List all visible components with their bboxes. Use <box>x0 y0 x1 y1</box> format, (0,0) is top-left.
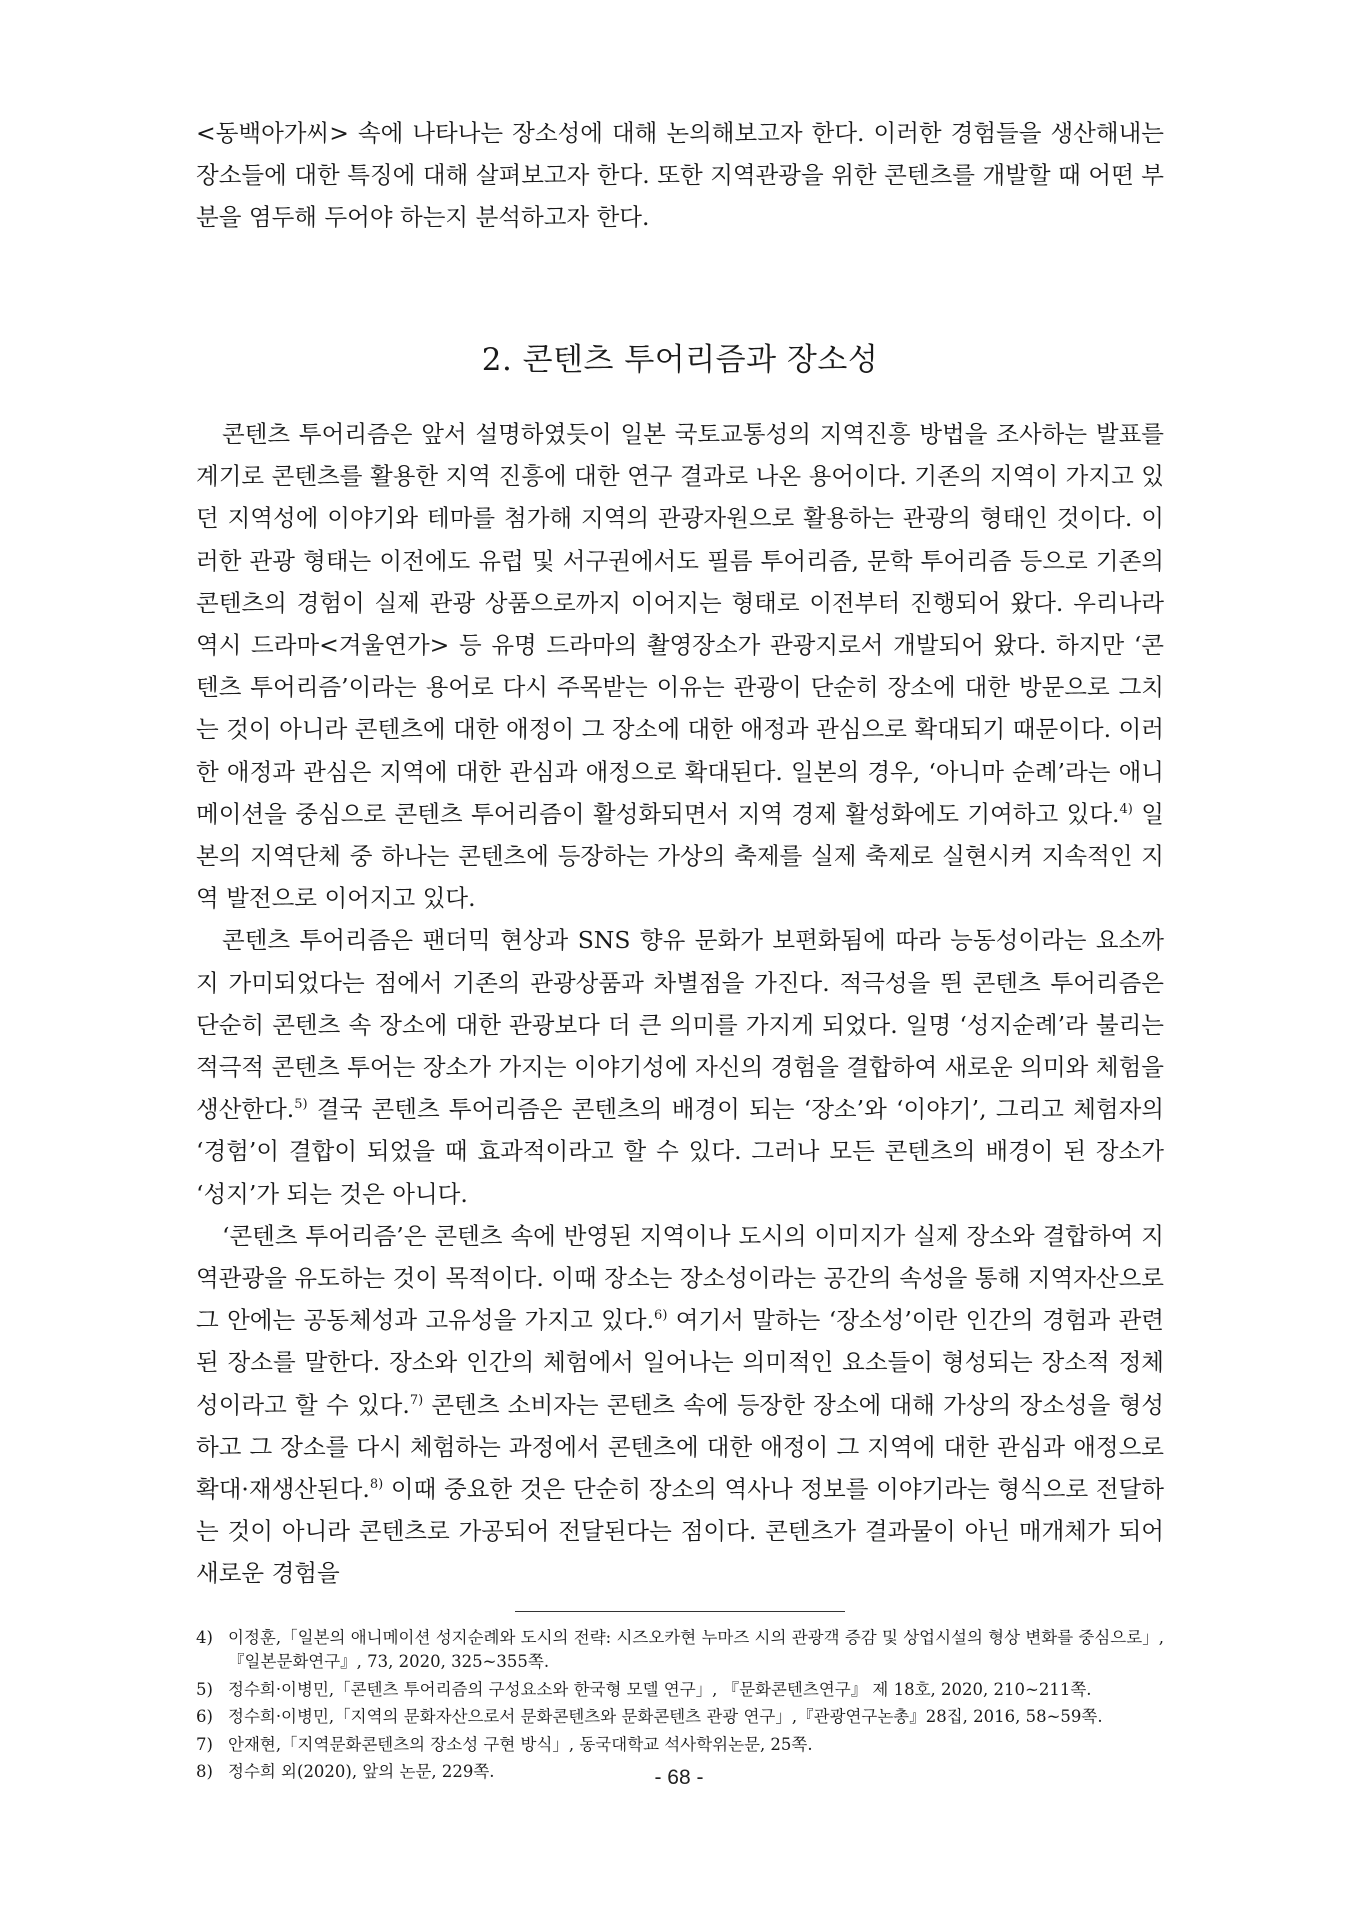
paragraph-text: 이때 중요한 것은 단순히 장소의 역사나 정보를 이야기라는 형식으로 전달하는 것이 아니라 콘텐츠로 가공되어 전달된다는 점이다. 콘텐츠가 결과물이 아닌 매개체가 되어 새로운 경험을 <box>196 1475 1164 1588</box>
footnote-text: 정수희·이병민,「지역의 문화자산으로서 문화콘텐츠와 문화콘텐츠 관광 연구」,『관광연구논총』28집, 2016, 58~59쪽. <box>228 1707 1103 1727</box>
footnote-text: 정수희 외(2020), 앞의 논문, 229쪽. <box>228 1762 495 1782</box>
footnotes <box>196 1626 1164 1785</box>
footnote-number: 7) <box>196 1734 213 1754</box>
paragraph-text: 일본의 지역단체 중 하나는 콘텐츠에 등장하는 가상의 축제를 실제 축제로 실현시켜 지속적인 지역 발전으로 이어지고 있다. <box>196 799 1164 913</box>
footnote-7 <box>196 1733 1164 1758</box>
footnote-5 <box>196 1678 1164 1703</box>
footnote-ref: 7) <box>409 1392 424 1408</box>
body-paragraph-2 <box>196 919 1164 1214</box>
intro-section <box>196 112 1164 238</box>
page-number: - 68 - <box>654 1766 704 1789</box>
paragraph-text: ‘콘텐츠 투어리즘’은 콘텐츠 속에 반영된 지역이나 도시의 이미지가 실제 장소와 결합하여 지역관광을 유도하는 것이 목적이다. 이때 장소는 장소성이라는 공간의 속성을 통해 지역자산으로 그 안에는 공동체성과 고유성을 가지고 있다. <box>196 1221 1164 1335</box>
footnote-number: 4) <box>196 1627 213 1647</box>
footnote-divider <box>515 1611 845 1612</box>
page-content <box>196 112 1164 1788</box>
intro-paragraph: <동백아가씨> 속에 나타나는 장소성에 대해 논의해보고자 한다. 이러한 경험들을 생산해내는 장소들에 대한 특징에 대해 살펴보고자 한다. 또한 지역관광을 위한 콘텐츠를 개발할 때 어떤 부분을 염두해 두어야 하는지 분석하고자 한다. <box>196 119 1164 231</box>
body-paragraph-3 <box>196 1215 1164 1595</box>
body-text <box>196 413 1164 1595</box>
paragraph-text: 콘텐츠 소비자는 콘텐츠 속에 등장한 장소에 대해 가상의 장소성을 형성하고 그 장소를 다시 체험하는 과정에서 콘텐츠에 대한 애정이 그 지역에 대한 관심과 애정으로 확대·재생산된다. <box>196 1390 1164 1504</box>
footnote-number: 6) <box>196 1707 213 1727</box>
footnote-ref: 6) <box>654 1308 668 1324</box>
paragraph-text: 결국 콘텐츠 투어리즘은 콘텐츠의 배경이 되는 ‘장소’와 ‘이야기’, 그리고 체험자의 ‘경험’이 결합이 되었을 때 효과적이라고 할 수 있다. 그러나 모든 콘텐츠의 배경이 된 장소가 ‘성지’가 되는 것은 아니다. <box>196 1095 1164 1208</box>
footnote-ref: 5) <box>294 1097 308 1113</box>
footnote-ref: 8) <box>369 1477 384 1493</box>
paragraph-text: 콘텐츠 투어리즘은 앞서 설명하였듯이 일본 국토교통성의 지역진흥 방법을 조사하는 발표를 계기로 콘텐츠를 활용한 지역 진흥에 대한 연구 결과로 나온 용어이다. 기존의 지역이 가지고 있던 지역성에 이야기와 테마를 첨가해 지역의 관광자원으로 활용하는 관광의 형태인 것이다. 이러한 관광 형태는 이전에도 유럽 및 서구권에서도 필름 투어리즘, 문학 투어리즘 등으로 기존의 콘텐츠의 경험이 실제 관광 상품으로까지 이어지는 형태로 이전부터 진행되어 왔다. 우리나라 역시 드라마<겨울연가> 등 유명 드라마의 촬영장소가 관광지로서 개발되어 왔다. 하지만 ‘콘텐츠 투어리즘’이라는 용어로 다시 주목받는 이유는 관광이 단순히 장소에 대한 방문으로 그치는 것이 아니라 콘텐츠에 대한 애정이 그 장소에 대한 애정과 관심으로 확대되기 때문이다. 이러한 애정과 관심은 지역에 대한 관심과 애정으로 확대된다. 일본의 경우, ‘아니마 순례’라는 애니메이션을 중심으로 콘텐츠 투어리즘이 활성화되면서 지역 경제 활성화에도 기여하고 있다. <box>196 420 1164 828</box>
paragraph-text: 여기서 말하는 ‘장소성’이란 인간의 경험과 관련된 장소를 말한다. 장소와 인간의 체험에서 일어나는 의미적인 요소들이 형성되는 장소적 정체성이라고 할 수 있다. <box>196 1306 1164 1419</box>
footnote-text: 이정훈,「일본의 애니메이션 성지순례와 도시의 전략: 시즈오카현 누마즈 시의 관광객 증감 및 상업시설의 형상 변화를 중심으로」, 『일본문화연구』, 73, 2020, 325~355쪽. <box>228 1627 1164 1672</box>
paragraph-text: 콘텐츠 투어리즘은 팬더믹 현상과 SNS 향유 문화가 보편화됨에 따라 능동성이라는 요소까지 가미되었다는 점에서 기존의 관광상품과 차별점을 가진다. 적극성을 띈 콘텐츠 투어리즘은 단순히 콘텐츠 속 장소에 대한 관광보다 더 큰 의미를 가지게 되었다. 일명 ‘성지순례’라 불리는 적극적 콘텐츠 투어는 장소가 가지는 이야기성에 자신의 경험을 결합하여 새로운 의미와 체험을 생산한다. <box>196 926 1164 1124</box>
footnote-number: 5) <box>196 1679 213 1699</box>
section-title: 2. 콘텐츠 투어리즘과 장소성 <box>481 342 879 378</box>
footnote-text: 정수희·이병민,「콘텐츠 투어리즘의 구성요소와 한국형 모델 연구」, 『문화콘텐츠연구』 제 18호, 2020, 210~211쪽. <box>228 1679 1092 1699</box>
footnote-6 <box>196 1705 1164 1730</box>
footnote-ref: 4) <box>1119 801 1133 817</box>
body-paragraph-1 <box>196 413 1164 919</box>
footnote-text: 안재현,「지역문화콘텐츠의 장소성 구현 방식」, 동국대학교 석사학위논문, 25쪽. <box>228 1734 813 1754</box>
footnote-number: 8) <box>196 1762 213 1782</box>
footnote-4 <box>196 1626 1164 1675</box>
